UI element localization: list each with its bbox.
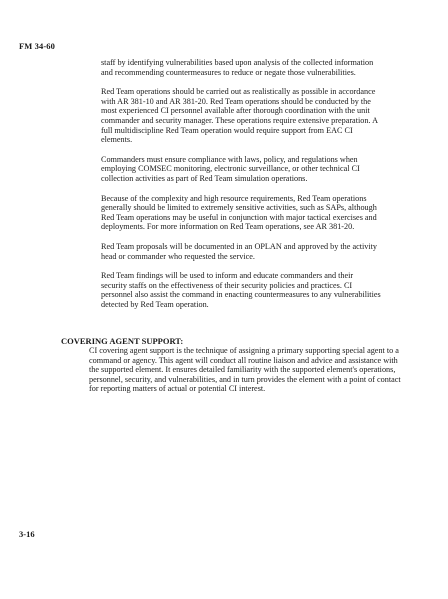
body-text (101, 58, 381, 319)
paragraph-realism: Red Team operations should be carried out as realistically as possible in accordance with AR 381-10 and AR 381-20. Red Team operations should be conducted by the most experienced CI personnel available after thorough coordination with the unit commander and security manager. These operations require extensive preparation. A full multidiscipline Red Team operation would require support from EAC CI elements. (101, 87, 378, 145)
paragraph-compliance: Commanders must ensure compliance with laws, policy, and regulations when employing COMSEC monitoring, electronic surveillance, or other technical CI collection activities as part of Red Team simulation operations. (101, 154, 360, 183)
page-number: 3-16 (19, 529, 35, 539)
section-heading: COVERING AGENT SUPPORT: (61, 336, 184, 346)
covering-agent-section (61, 336, 406, 394)
paragraph-findings: Red Team findings will be used to inform and educate commanders and their security staffs on the effectiveness of their security policies and practices. CI personnel also assist the command in enacting countermeasures to any vulnerabilities detected by Red Team operation. (101, 271, 381, 309)
section-body: CI covering agent support is the technique of assigning a primary supporting special agent to a command or agency. This agent will conduct all routine liaison and advice and assistance with the supported element. It ensures detailed familiarity with the supported element's operations, personnel, security, and vulnerabilities, and in turn provides the element with a point of contact for reporting matters of actual or potential CI interest. (89, 346, 401, 394)
paragraph-complexity: Because of the complexity and high resource requirements, Red Team operations generally should be limited to extremely sensitive activities, such as SAPs, although Red Team operations may be useful in conjunction with major tactical exercises and deployments. For more information on Red Team operations, see AR 381-20. (101, 193, 377, 232)
document-id: FM 34-60 (19, 41, 55, 51)
paragraph-proposals: Red Team proposals will be documented in an OPLAN and approved by the activity head or commander who requested the service. (101, 241, 377, 261)
paragraph-vulnerabilities: staff by identifying vulnerabilities based upon analysis of the collected information and recommending countermeasures to reduce or negate those vulnerabilities. (101, 58, 374, 77)
